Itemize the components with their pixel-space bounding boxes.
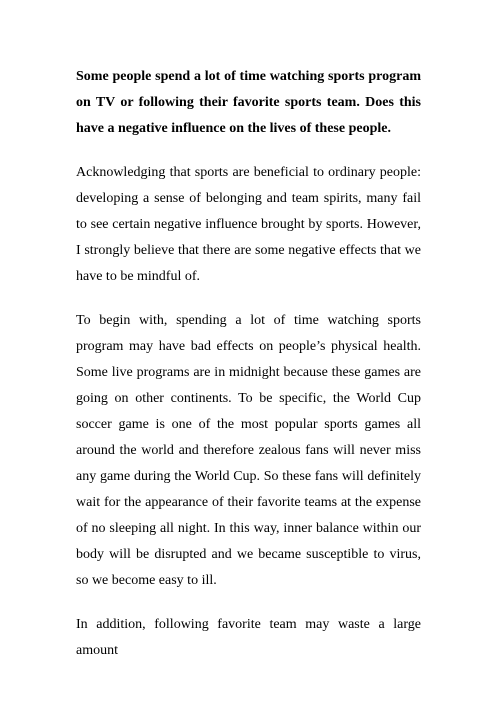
paragraph-body-1: To begin with, spending a lot of time watching sports program may have bad effects on people’s physical health. Some live programs are in midnight because these games are going on other continents. To be specific, the World Cup soccer game is one of the most popular sports games all around the world and therefore zealous fans will never miss any game during the World Cup. So these fans will definitely wait for the appearance of their favorite teams at the expense of no sleeping all night. In this way, inner balance within our body will be disrupted and we became susceptible to virus, so we become easy to ill.	[76, 313, 421, 588]
document-page	[76, 64, 421, 682]
paragraph-introduction: Acknowledging that sports are beneficial to ordinary people: developing a sense of belonging and team spirits, many fail to see certain negative influence brought by sports. However, I strongly believe that there are some negative effects that we have to be mindful of.	[76, 165, 421, 284]
paragraph-body-2: In addition, following favorite team may waste a large amount	[76, 617, 421, 658]
essay-prompt-title: Some people spend a lot of time watching sports program on TV or following their favorite sports team. Does this have a negative influence on the lives of these people.	[76, 69, 421, 136]
